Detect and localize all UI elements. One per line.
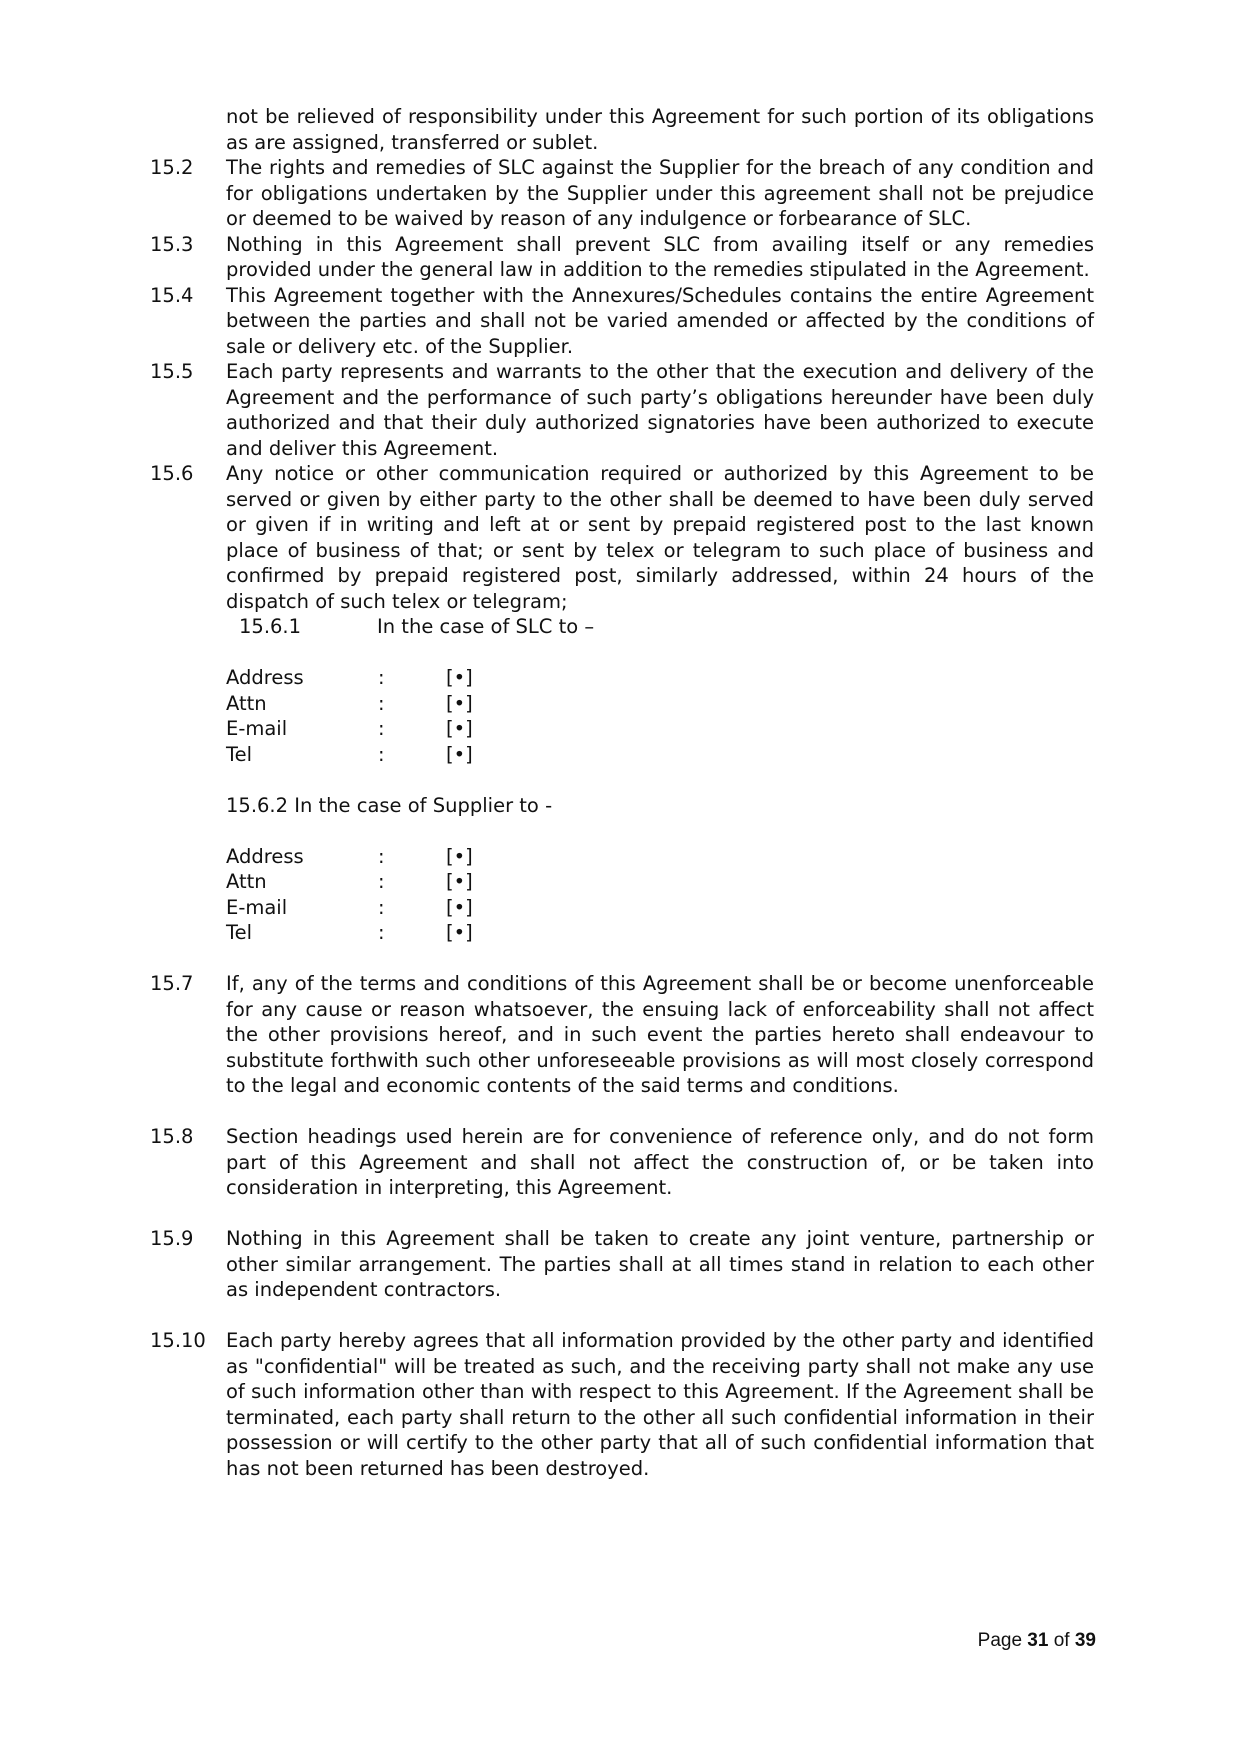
clause-15-8 — [150, 1124, 1094, 1201]
contact-colon: : — [378, 870, 385, 893]
contact-label: Attn — [226, 691, 267, 715]
spacer — [150, 1099, 1094, 1125]
contact-value: [•] — [446, 844, 473, 868]
slc-contact-table — [226, 665, 473, 767]
page-footer — [978, 1630, 1096, 1652]
page-current: 31 — [1027, 1630, 1049, 1651]
contact-label: Address — [226, 844, 304, 868]
clause-15-3 — [150, 232, 1094, 283]
contact-value: [•] — [446, 717, 473, 740]
clause-number: 15.9 — [150, 1227, 194, 1250]
contact-value: [•] — [446, 895, 473, 919]
contact-colon: : — [378, 921, 385, 944]
contact-value: [•] — [446, 666, 473, 689]
subclause-15-6-2-heading: 15.6.2 In the case of Supplier to - — [226, 793, 553, 817]
clause-text-block — [150, 104, 1094, 1481]
spacer — [150, 640, 1094, 666]
page-prefix: Page — [977, 1630, 1023, 1651]
page-of: of — [1053, 1630, 1070, 1651]
contact-colon: : — [378, 895, 385, 919]
clause-text: Nothing in this Agreement shall be taken to create any joint venture, partnership or other similar arrangement. The parties shall at all times stand in relation to each other as independent contractors. — [226, 1227, 1094, 1301]
clause-15-10 — [150, 1328, 1094, 1481]
contact-colon: : — [378, 691, 385, 715]
continued-paragraph: not be relieved of responsibility under this Agreement for such portion of its obligations as are assigned, transferred or sublet. — [226, 105, 1094, 154]
spacer — [150, 1201, 1094, 1227]
clause-number: 15.8 — [150, 1125, 194, 1148]
contact-row — [226, 691, 473, 717]
contact-label: Address — [226, 666, 304, 689]
clause-15-7 — [150, 971, 1094, 1099]
contact-value: [•] — [446, 870, 473, 893]
clause-text: Nothing in this Agreement shall prevent SLC from availing itself or any remedies provided under the general law in addition to the remedies stipulated in the Agreement. — [226, 232, 1094, 281]
page-total: 39 — [1074, 1630, 1096, 1651]
clause-text: Each party hereby agrees that all information provided by the other party and identified as "confidential" will be treated as such, and the receiving party shall not make any use of such information other than with respect to this Agreement. If the Agreement shall be terminated, each party shall return to the other all such confidential information in their possession or will certify to the other party that all of such confidential information that has not been returned has been destroyed. — [226, 1329, 1094, 1480]
clause-number: 15.7 — [150, 972, 194, 995]
contact-value: [•] — [446, 742, 473, 766]
spacer — [150, 1303, 1094, 1329]
clause-15-6 — [150, 461, 1094, 614]
clause-number: 15.10 — [150, 1329, 206, 1352]
clause-number: 15.4 — [150, 283, 194, 307]
contact-colon: : — [378, 844, 385, 868]
contact-label: E-mail — [226, 717, 288, 740]
clause-15-9 — [150, 1226, 1094, 1303]
contact-row — [226, 920, 473, 946]
clause-text: Section headings used herein are for convenience of reference only, and do not form part of this Agreement and shall not affect the construction of, or be taken into consideration in interpreting, this Agreement. — [226, 1125, 1094, 1199]
spacer — [150, 818, 1094, 844]
contact-colon: : — [378, 717, 385, 740]
spacer — [150, 767, 1094, 793]
contact-value: [•] — [446, 921, 473, 944]
contact-label: Tel — [226, 921, 253, 944]
spacer — [150, 946, 1094, 972]
contact-value: [•] — [446, 691, 473, 715]
clause-15-4 — [150, 283, 1094, 360]
subclause-text: In the case of SLC to – — [377, 615, 595, 638]
contact-colon: : — [378, 742, 385, 766]
clause-number: 15.6 — [150, 462, 194, 485]
clause-number: 15.5 — [150, 360, 194, 383]
contact-label: Attn — [226, 870, 267, 893]
clause-text: If, any of the terms and conditions of this Agreement shall be or become unenforceable for any cause or reason whatsoever, the ensuing lack of enforceability shall not affect the other provisions hereof, and in such event the parties hereto shall endeavour to substitute forthwith such other unforeseeable provisions as will most closely correspond to the legal and economic contents of the said terms and conditions. — [226, 972, 1094, 1097]
contact-label: E-mail — [226, 895, 288, 919]
contact-row — [226, 895, 473, 921]
subclause-15-6-1-heading — [150, 614, 1094, 640]
contact-row — [226, 665, 473, 691]
clause-number: 15.3 — [150, 232, 194, 256]
contact-row — [226, 844, 473, 870]
subclause-number: 15.6.1 — [239, 615, 302, 638]
contact-row — [226, 742, 473, 768]
supplier-contact-table — [226, 844, 473, 946]
clause-15-2 — [150, 155, 1094, 232]
clause-text: Any notice or other communication required or authorized by this Agreement to be served or given by either party to the other shall be deemed to have been duly served or given if in writing and left at or sent by prepaid registered post to the last known place of business of that; or sent by telex or telegram to such place of business and confirmed by prepaid registered post, similarly addressed, within 24 hours of the dispatch of such telex or telegram; — [226, 462, 1094, 613]
clause-number: 15.2 — [150, 156, 194, 179]
contact-row — [226, 716, 473, 742]
clause-text: The rights and remedies of SLC against the Supplier for the breach of any condition and for obligations undertaken by the Supplier under this agreement shall not be prejudice or deemed to be waived by reason of any indulgence or forbearance of SLC. — [226, 156, 1094, 230]
contact-colon: : — [378, 666, 385, 689]
contact-row — [226, 869, 473, 895]
clause-15-5 — [150, 359, 1094, 461]
clause-text: Each party represents and warrants to the other that the execution and delivery of the Agreement and the performance of such party’s obligations hereunder have been duly authorized and that their duly authorized signatories have been authorized to execute and deliver this Agreement. — [226, 360, 1094, 460]
contact-label: Tel — [226, 742, 253, 766]
clause-text: This Agreement together with the Annexures/Schedules contains the entire Agreement between the parties and shall not be varied amended or affected by the conditions of sale or delivery etc. of the Supplier. — [226, 283, 1094, 358]
